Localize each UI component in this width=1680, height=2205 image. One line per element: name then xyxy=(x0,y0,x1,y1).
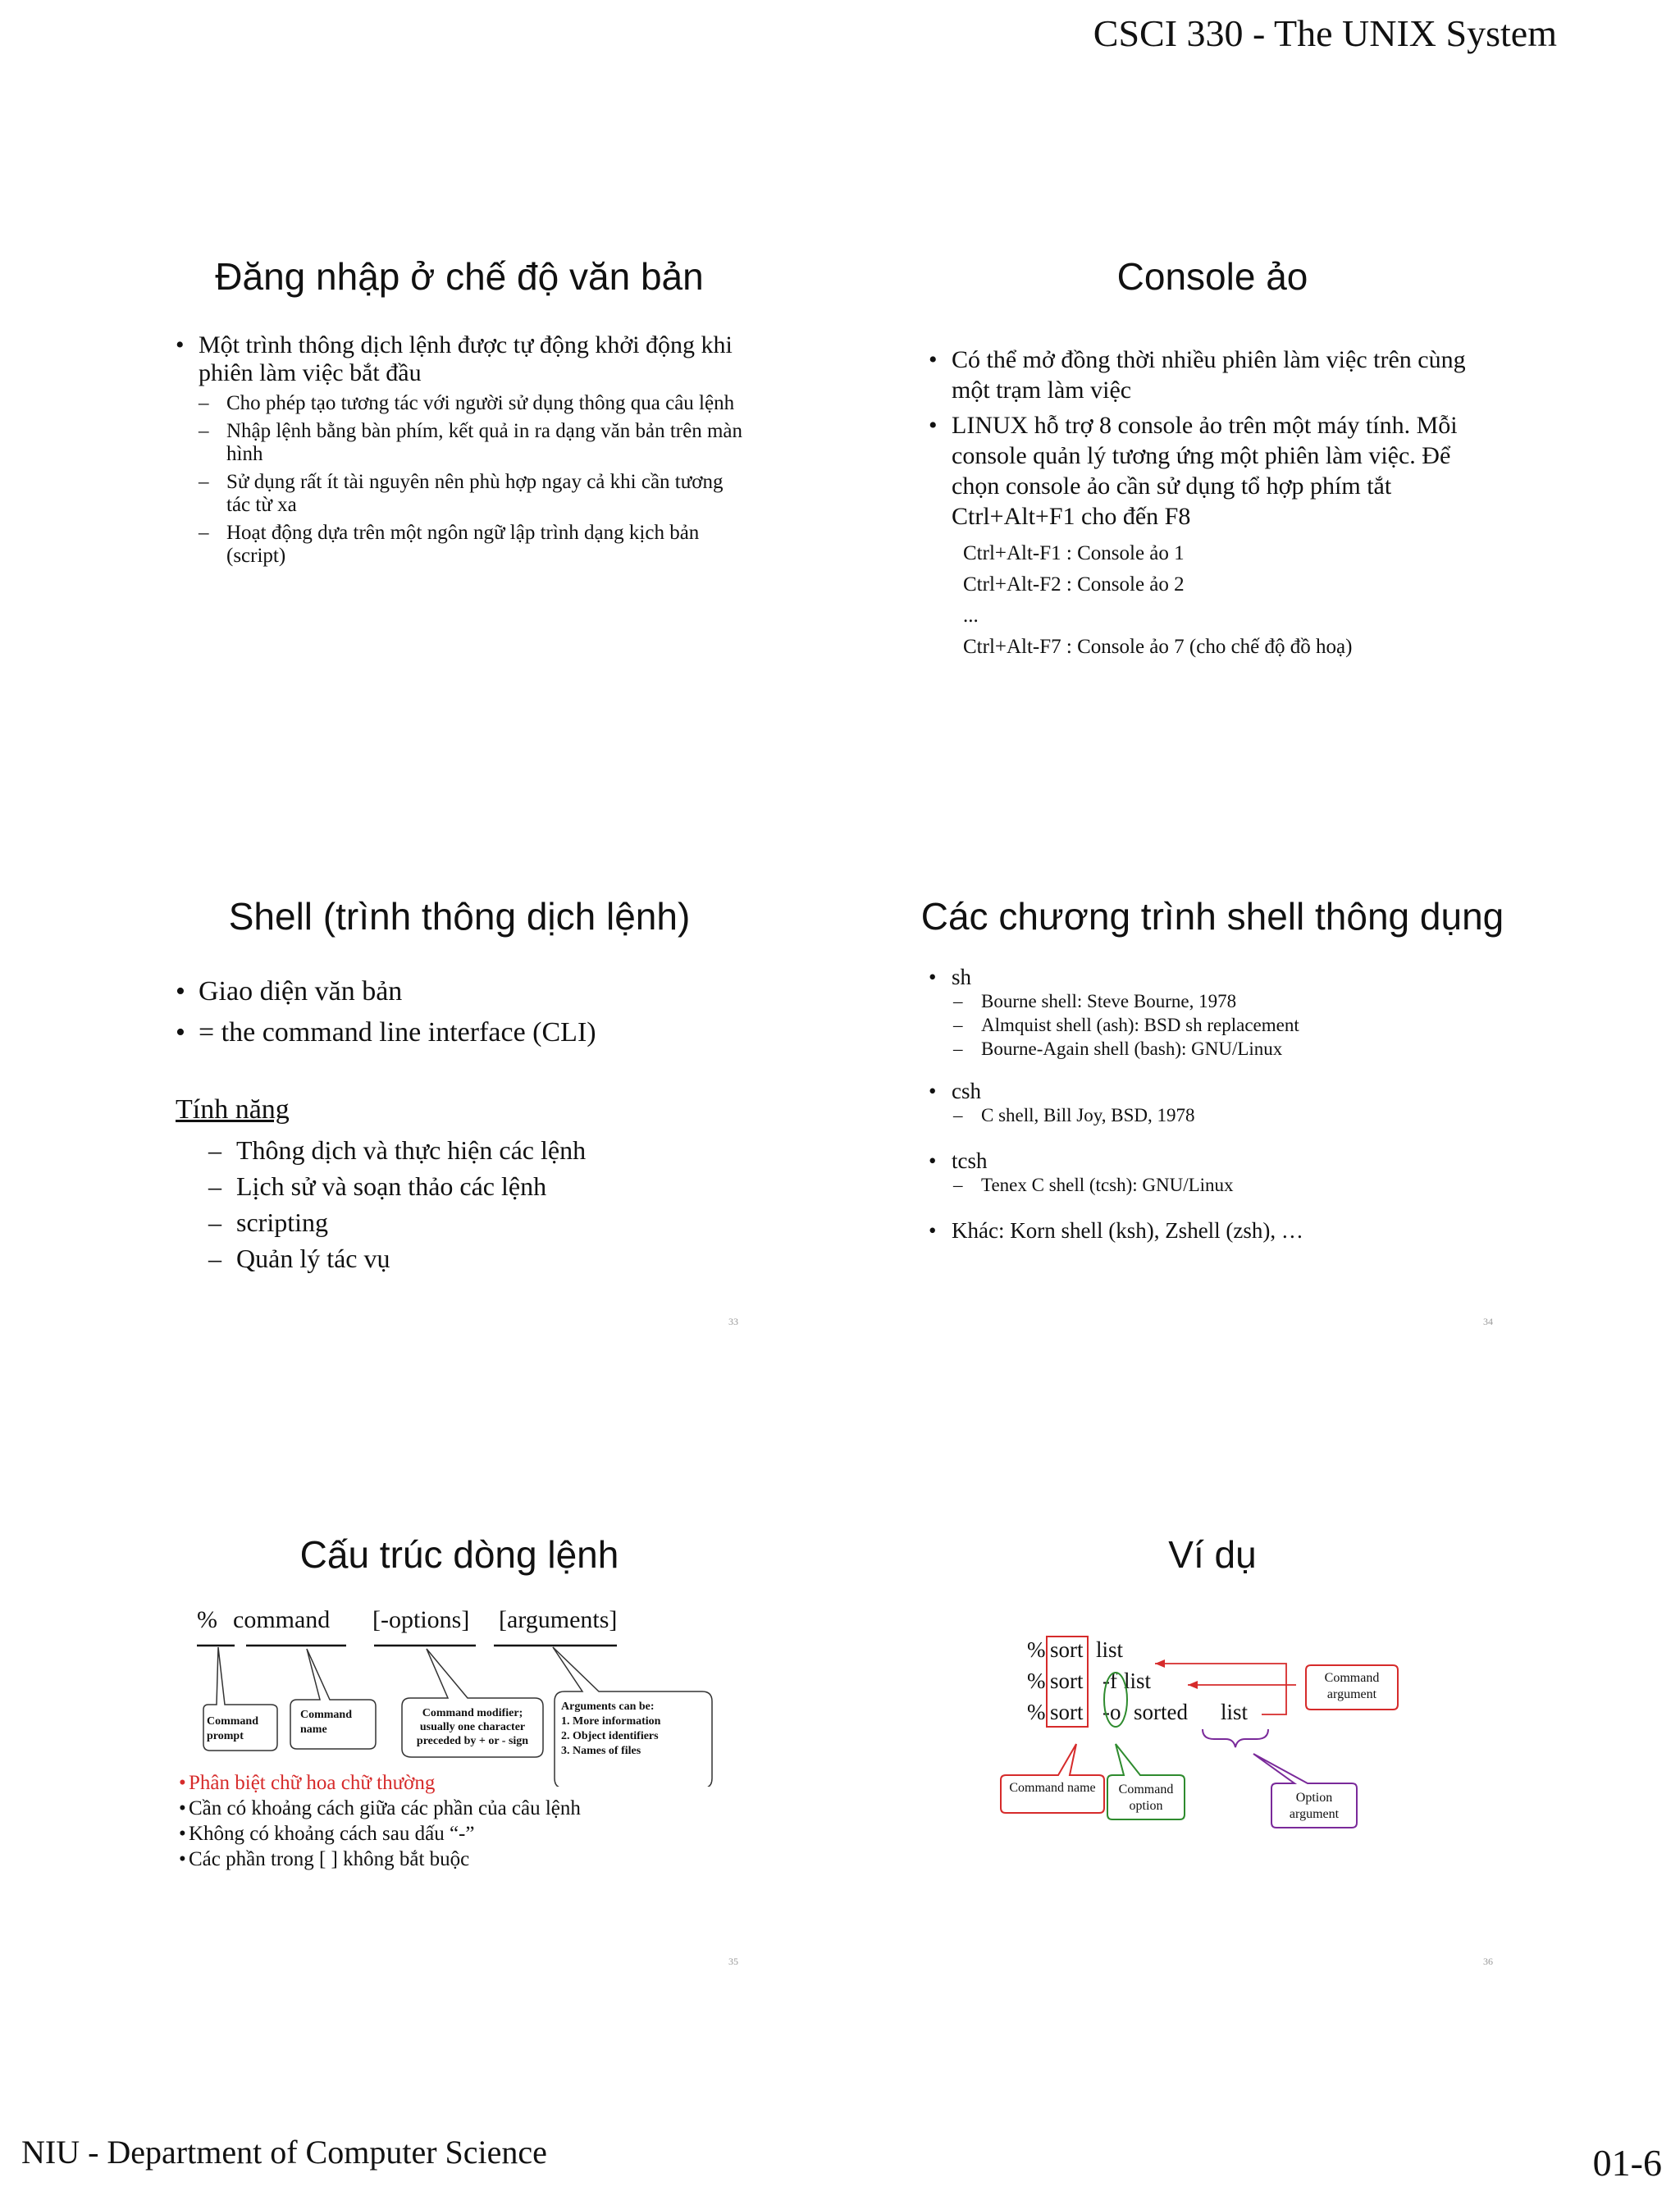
sub-item: – Hoạt động dựa trên một ngôn ngữ lập trình dạng kịch bản (script) xyxy=(199,522,746,568)
sub-item: – Sử dụng rất ít tài nguyên nên phù hợp ngay cả khi cần tương tác từ xa xyxy=(199,471,746,517)
arguments-heading: Arguments can be: xyxy=(561,1701,655,1713)
shell-detail: – Bourne-Again shell (bash): GNU/Linux xyxy=(953,1037,1500,1061)
option-argument-brace xyxy=(1203,1729,1268,1747)
feature-item: – Quản lý tác vụ xyxy=(208,1240,586,1276)
slide-number: 33 xyxy=(728,1316,738,1327)
example-line-3: % sort -o sorted list xyxy=(1027,1700,1249,1724)
syntax-options: [-options] xyxy=(372,1606,470,1633)
shortcut-line: Ctrl+Alt-F2 : Console ảo 2 xyxy=(963,573,1185,596)
footer-page-number: 01-6 xyxy=(1592,2142,1662,2184)
example-line-2: % sort -f list xyxy=(1027,1669,1152,1693)
shell-detail: – Tenex C shell (tcsh): GNU/Linux xyxy=(953,1173,1500,1197)
shell-group xyxy=(925,965,1500,1061)
note-item: • Các phần trong [ ] không bắt buộc xyxy=(176,1847,766,1872)
callout-modifier-label: Command modifier; usually one character preceded by + or - sign xyxy=(416,1707,529,1747)
slide-title: Cấu trúc dòng lệnh xyxy=(299,1533,619,1576)
arguments-item: 2. Object identifiers xyxy=(561,1730,659,1742)
arguments-item: 1. More information xyxy=(561,1715,661,1728)
sub-item: – Nhập lệnh bằng bàn phím, kết quả in ra dạng văn bản trên màn hình xyxy=(199,420,746,466)
syntax-prompt: % xyxy=(197,1606,217,1633)
slide-number: 35 xyxy=(728,1956,738,1967)
shell-group xyxy=(925,1079,1500,1127)
slide-title: Console ảo xyxy=(1116,255,1308,298)
note-item: • Không có khoảng cách sau dấu “-” xyxy=(176,1821,766,1847)
shell-detail: – Almquist shell (ash): BSD sh replacement xyxy=(953,1013,1500,1037)
note-item-red: • Phân biệt chữ hoa chữ thường xyxy=(176,1770,766,1796)
slide-virtual-console xyxy=(909,246,1680,870)
syntax-command: command xyxy=(233,1606,331,1633)
arguments-item: 3. Names of files xyxy=(561,1745,641,1757)
shell-detail: – Bourne shell: Steve Bourne, 1978 xyxy=(953,989,1500,1013)
feature-item: – Lịch sử và soạn thảo các lệnh xyxy=(208,1168,586,1204)
bullet-item: • = the command line interface (CLI) xyxy=(172,1012,746,1053)
callout-prompt-label: Command prompt xyxy=(207,1715,259,1742)
label-option-argument: Option argument xyxy=(1289,1791,1340,1821)
command-syntax-diagram xyxy=(156,1524,927,1787)
sub-list xyxy=(199,392,746,568)
sub-item: – Cho phép tạo tương tác với người sử dụng thông qua câu lệnh xyxy=(199,392,746,415)
features-heading: Tính năng xyxy=(176,1094,290,1125)
bullet-item: • Có thể mở đồng thời nhiều phiên làm việc trên cùng một trạm làm việc xyxy=(925,345,1491,405)
slide-title: Ví dụ xyxy=(1168,1533,1257,1576)
shortcut-line: ... xyxy=(963,605,979,627)
callout-arguments-label xyxy=(561,1700,709,1759)
shortcut-list xyxy=(963,538,1352,663)
label-command-argument: Command argument xyxy=(1324,1671,1380,1701)
footer-department: NIU - Department of Computer Science xyxy=(21,2134,547,2171)
shell-group xyxy=(925,1218,1500,1243)
slide-title: Đăng nhập ở chế độ văn bản xyxy=(215,255,704,298)
bullet-item xyxy=(172,331,746,568)
bullet-item: • Giao diện văn bản xyxy=(172,971,746,1012)
bullet-item: • LINUX hỗ trợ 8 console ảo trên một máy tính. Mỗi console quản lý tương ứng một phiên làm việc. Để chọn console ảo cần sử dụng tổ hợp phím tắt Ctrl+Alt+F1 cho đến F8 xyxy=(925,410,1491,532)
shell-list xyxy=(925,965,1500,1243)
note-item: • Cần có khoảng cách giữa các phần của câu lệnh xyxy=(176,1796,766,1821)
shell-name: Khác: Korn shell (ksh), Zshell (zsh), … xyxy=(952,1218,1303,1243)
slide-number: 36 xyxy=(1483,1956,1493,1967)
bullet-list xyxy=(925,345,1491,532)
shell-details xyxy=(953,989,1500,1061)
shell-name: tcsh xyxy=(952,1148,988,1173)
shell-details xyxy=(953,1173,1500,1197)
shell-group xyxy=(925,1148,1500,1197)
shell-name: csh xyxy=(952,1079,981,1103)
slide-shell xyxy=(156,886,927,1509)
callout-command-name-bubble xyxy=(1001,1744,1104,1813)
page-header-title: CSCI 330 - The UNIX System xyxy=(1093,12,1557,54)
slide-common-shells xyxy=(909,886,1680,1509)
slide-command-structure xyxy=(156,1524,927,2148)
shell-name: sh xyxy=(952,965,972,989)
shell-detail: – C shell, Bill Joy, BSD, 1978 xyxy=(953,1103,1500,1127)
features-list xyxy=(208,1132,586,1276)
shortcut-line: Ctrl+Alt-F7 : Console ảo 7 (cho chế độ đồ hoạ) xyxy=(963,636,1353,658)
example-line-1: % sort list xyxy=(1027,1637,1124,1662)
bullet-text: Một trình thông dịch lệnh được tự động khởi động khi phiên làm việc bắt đầu xyxy=(199,331,733,386)
feature-item: – scripting xyxy=(208,1204,586,1240)
label-command-name: Command name xyxy=(1009,1781,1096,1795)
shell-details xyxy=(953,1103,1500,1127)
bullet-list xyxy=(172,971,746,1053)
feature-item: – Thông dịch và thực hiện các lệnh xyxy=(208,1132,586,1168)
slide-text-mode-login xyxy=(156,246,927,870)
slide-number: 34 xyxy=(1483,1316,1493,1327)
slide-title: Các chương trình shell thông dụng xyxy=(920,895,1504,938)
bullet-list xyxy=(172,331,746,568)
slide-title: Shell (trình thông dịch lệnh) xyxy=(228,895,691,938)
slide-example xyxy=(909,1524,1680,2148)
shortcut-line: Ctrl+Alt-F1 : Console ảo 1 xyxy=(963,542,1185,564)
label-command-option: Command option xyxy=(1118,1783,1174,1813)
syntax-arguments: [arguments] xyxy=(499,1606,618,1633)
notes-list xyxy=(176,1770,766,1872)
callout-name-label: Command name xyxy=(300,1709,353,1736)
